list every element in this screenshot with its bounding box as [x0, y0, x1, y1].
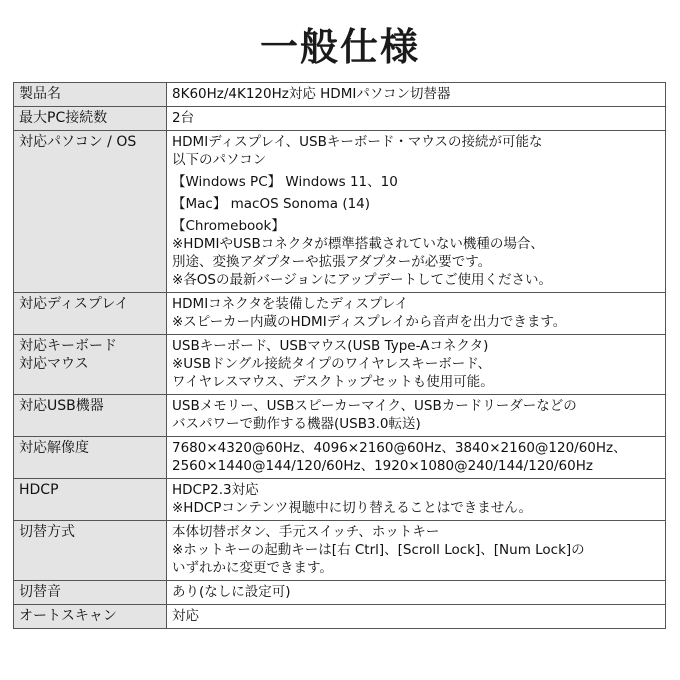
spec-label: HDCP [14, 479, 167, 521]
spec-label: 対応キーボード 対応マウス [14, 335, 167, 395]
spec-row-product-name [14, 83, 666, 107]
spec-value: HDMIコネクタを装備したディスプレイ ※スピーカー内蔵のHDMIディスプレイから音声を出力できます。 [167, 293, 666, 335]
spec-label: 対応USB機器 [14, 395, 167, 437]
spec-row-hdcp [14, 479, 666, 521]
spec-row-usb-devices [14, 395, 666, 437]
spec-value: HDMIディスプレイ、USBキーボード・マウスの接続が可能な 以下のパソコン 【Windows PC】 Windows 11、10 【Mac】 macOS Sonoma (14) 【Chromebook】 ※HDMIやUSBコネクタが標準搭載されていない機種の場合、 別途、変換アダプターや拡張アダプターが必要です。 ※各OSの最新バージョンにアップデートしてご使用ください。 [167, 131, 666, 293]
spec-label: 対応パソコン / OS [14, 131, 167, 293]
spec-table [13, 82, 666, 629]
spec-label: オートスキャン [14, 605, 167, 629]
page-title: 一般仕様 [259, 25, 420, 69]
spec-value: あり(なしに設定可) [167, 581, 666, 605]
spec-row-switching-sound [14, 581, 666, 605]
spec-value: HDCP2.3対応 ※HDCPコンテンツ視聴中に切り替えることはできません。 [167, 479, 666, 521]
spec-value: 対応 [167, 605, 666, 629]
spec-row-switching-method [14, 521, 666, 581]
spec-label: 最大PC接続数 [14, 107, 167, 131]
spec-value: 8K60Hz/4K120Hz対応 HDMIパソコン切替器 [167, 83, 666, 107]
spec-row-supported-display [14, 293, 666, 335]
spec-label: 切替音 [14, 581, 167, 605]
spec-row-auto-scan [14, 605, 666, 629]
spec-value: USBキーボード、USBマウス(USB Type-Aコネクタ) ※USBドングル接続タイプのワイヤレスキーボード、 ワイヤレスマウス、デスクトップセットも使用可能。 [167, 335, 666, 395]
spec-label: 切替方式 [14, 521, 167, 581]
spec-value: 2台 [167, 107, 666, 131]
spec-value: 本体切替ボタン、手元スイッチ、ホットキー ※ホットキーの起動キーは[右 Ctrl]、[Scroll Lock]、[Num Lock]の いずれかに変更できます。 [167, 521, 666, 581]
spec-row-max-pc [14, 107, 666, 131]
spec-row-resolution [14, 437, 666, 479]
spec-row-supported-pc-os [14, 131, 666, 293]
spec-label: 製品名 [14, 83, 167, 107]
spec-value: USBメモリー、USBスピーカーマイク、USBカードリーダーなどの バスパワーで動作する機器(USB3.0転送) [167, 395, 666, 437]
spec-row-keyboard-mouse [14, 335, 666, 395]
spec-value: 7680×4320@60Hz、4096×2160@60Hz、3840×2160@120/60Hz、 2560×1440@144/120/60Hz、1920×1080@240/144/120/60Hz [167, 437, 666, 479]
spec-label: 対応ディスプレイ [14, 293, 167, 335]
spec-label: 対応解像度 [14, 437, 167, 479]
